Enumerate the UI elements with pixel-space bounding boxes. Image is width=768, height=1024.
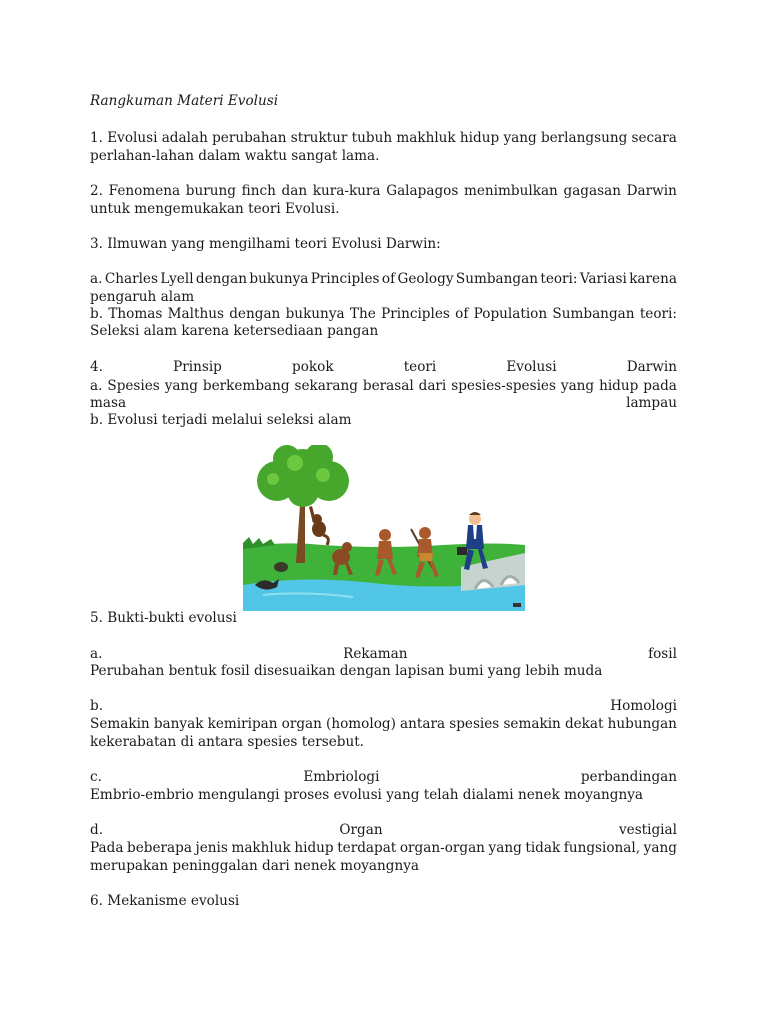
p5d-line-3: merupakan peninggalan dari nenek moyangnya	[90, 858, 420, 874]
evolution-illustration	[243, 445, 525, 611]
p5b-line-2: Semakin banyak kemiripan organ (homolog) antara spesies semakin dekat hubungan	[90, 716, 677, 732]
p4a-line-2: masa	[90, 395, 127, 411]
p6-heading: 6. Mekanisme evolusi	[90, 893, 240, 909]
p5c-line-1: c. Embriologi perbandingan	[90, 769, 677, 785]
p4a-line-1: a. Spesies yang berkembang sekarang berasal dari spesies-spesies yang hidup pada	[90, 378, 677, 394]
p3b-line-1: b. Thomas Malthus dengan bukunya The Principles of Population Sumbangan teori:	[90, 306, 677, 322]
evolution-illustration-svg	[243, 445, 525, 611]
p4-heading: 4. Prinsip pokok teori Evolusi Darwin	[90, 359, 677, 375]
p1-line-1: 1. Evolusi adalah perubahan struktur tubuh makhluk hidup yang berlangsung secara	[90, 130, 677, 146]
p4b-line: b. Evolusi terjadi melalui seleksi alam	[90, 412, 352, 428]
p2-line-2: untuk mengemukakan teori Evolusi.	[90, 201, 340, 217]
document-title: Rangkuman Materi Evolusi	[90, 93, 279, 109]
p3-heading: 3. Ilmuwan yang mengilhami teori Evolusi Darwin:	[90, 236, 441, 252]
p5a-line-1: a. Rekaman fosil	[90, 646, 677, 662]
p5-heading: 5. Bukti-bukti evolusi	[90, 610, 237, 626]
p4a-line-3: lampau	[626, 395, 677, 411]
p5b-line-1: b. Homologi	[90, 698, 677, 714]
p3a-line-2: pengaruh alam	[90, 289, 195, 305]
p5d-line-2: Pada beberapa jenis makhluk hidup terdapat organ-organ yang tidak fungsional, yang	[90, 840, 677, 856]
p5a-line-2: Perubahan bentuk fosil disesuaikan dengan lapisan bumi yang lebih muda	[90, 663, 603, 679]
p2-line-1: 2. Fenomena burung finch dan kura-kura Galapagos menimbulkan gagasan Darwin	[90, 183, 677, 199]
p1-line-2: perlahan-lahan dalam waktu sangat lama.	[90, 148, 380, 164]
p5c-line-2: Embrio-embrio mengulangi proses evolusi yang telah dialami nenek moyangnya	[90, 787, 643, 803]
p3a-line-1: a. Charles Lyell dengan bukunya Principles of Geology Sumbangan teori: Variasi karena	[90, 271, 677, 287]
p5b-line-3: kekerabatan di antara spesies tersebut.	[90, 734, 364, 750]
p3b-line-2: Seleksi alam karena ketersediaan pangan	[90, 323, 379, 339]
p5d-line-1: d. Organ vestigial	[90, 822, 677, 838]
